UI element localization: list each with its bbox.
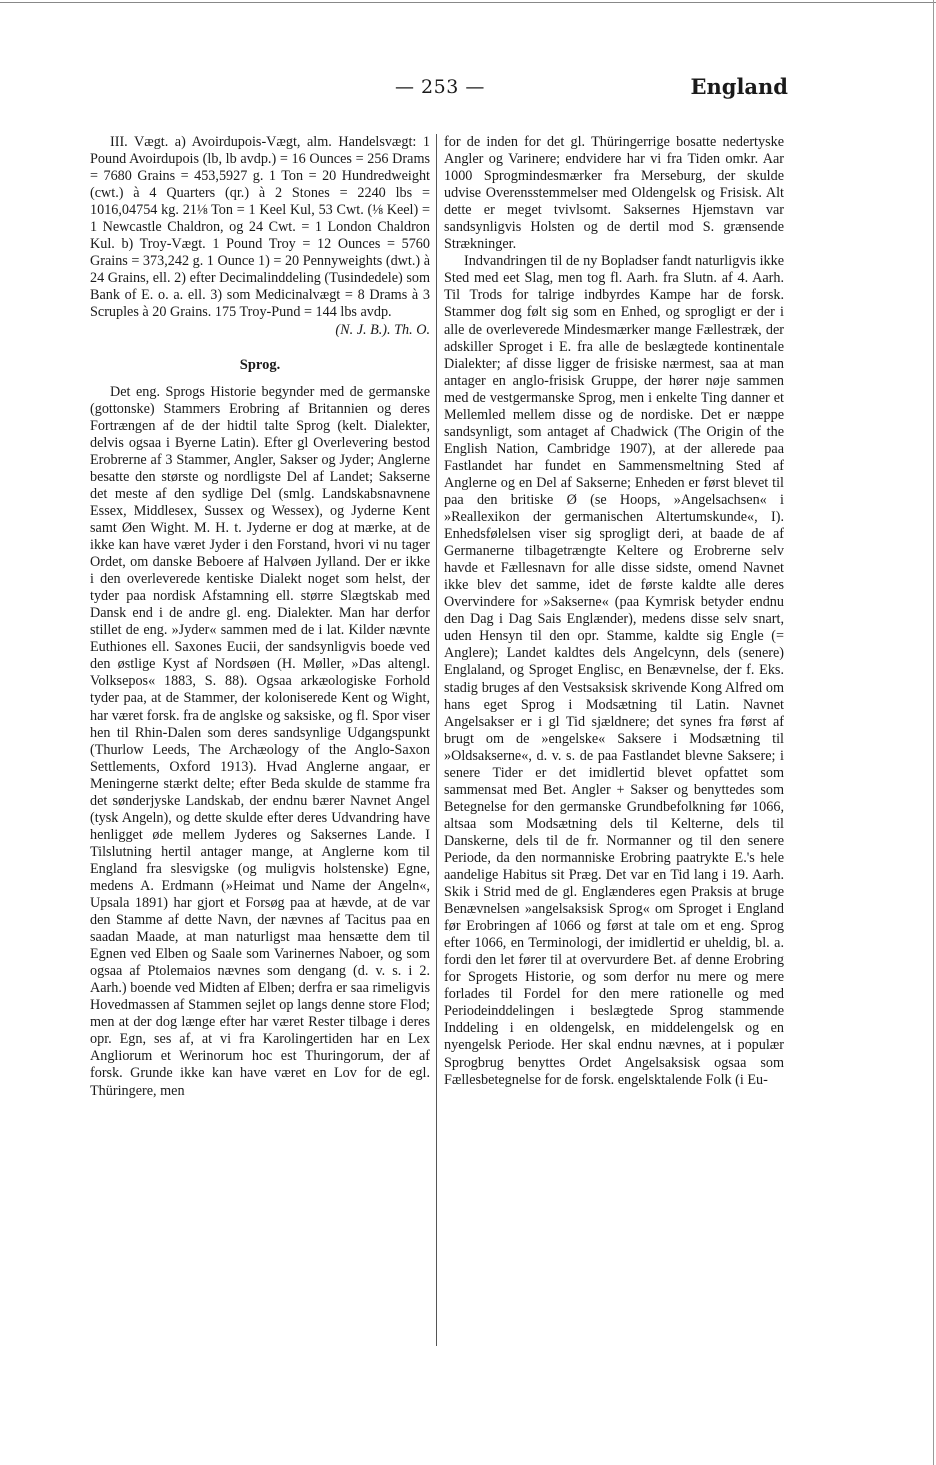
page-edge-right [933, 0, 934, 1465]
section-title-sprog: Sprog. [239, 356, 281, 373]
continuation-paragraph: for de inden for det gl. Thüringerrige bosatte nedertyske Angler og Varinere; endvidere har vi fra Tiden omkr. Aar 1000 Sprogmindesmærker fra Merseburg, der skulde udvise Overensstemmelser med Oldengelsk og Frisisk. Alt dette er meget tvivlsomt. Saksernes Hjemstavn var sandsynligvis Holsten og de dertil mod S. grænsende Strækninger. [444, 134, 784, 253]
column-divider [436, 134, 437, 1346]
weights-paragraph: III. Vægt. a) Avoirdupois-Vægt, alm. Handelsvægt: 1 Pound Avoirdupois (lb, lb avdp.) = 16 Ounces = 256 Drams = 7680 Grains = 453,5927 g. 1 Ton = 20 Hundredweight (cwt.) à 4 Quarters (qr.) à 2 Stones = 2240 lbs = 1016,04754 kg. 21⅛ Ton = 1 Keel Kul, 53 Cwt. (⅛ Keel) = 1 Newcastle Chaldron, og 24 Cwt. = 1 London Chaldron Kul. b) Troy-Vægt. 1 Pound Troy = 12 Ounces = 5760 Grains = 373,242 g. 1 Ounce 1) = 20 Pennyweights (dwt.) à 24 Grains, ell. 2) efter Decimalinddeling (Tusindedele) som Bank of E. o. a. ell. 3) som Medicinalvægt = 8 Drams à 3 Scruples à 20 Grains. 175 Troy-Pund = 144 lbs avdp. [90, 134, 430, 321]
page-header [0, 76, 936, 106]
immigration-paragraph: Indvandringen til de ny Bopladser fandt naturligvis ikke Sted med eet Slag, men tog fl. Aarh. fra Slutn. af 4. Aarh. Til Trods for talrige indbyrdes Kampe har de forsk. Stammer dog følt sig som en Enhed, og sprogligt er der i alle de overleverede Mindesmærker mange Fællestræk, der adskiller Sproget i E. fra alle de beslægtede kontinentale Dialekter; af disse ligger de frisiske nærmest, saa at man antager en anglo-frisisk Gruppe, der hører nøje sammen med de vestgermanske Sprog, men i enkelte Ting danner et Mellemled mellem disse og de nordiske. Det er næppe sandsynligt, som antaget af Chadwick (The Origin of the English Nation, Cambridge 1907), at der allerede paa Fastlandet har fundet en Sammensmeltning Sted af Anglerne og en Del af Sakserne; Enheden er først blevet til paa den britiske Ø (se Hoops, »Angelsachsen« i »Reallexikon der germanischen Altertumskunde«, I). Enhedsfølelsen viser sig sprogligt deri, at baade de af Germanerne tilbagetrængte Keltere og Erobrerne selv havde et Fællesnavn for alle disse sidste, omend Navnet ikke blev det samme, idet de første kaldte alle deres Overvindere for »Sakserne« (paa Kymrisk betyder endnu den Dag i Dag Sais Englænder), medens disse selv snart, uden Hensyn til den opr. Stamme, kaldte sig Engle (= Anglere); Landet kaldtes dels Angelcynn, dels (senere) Englaland, og Sproget Englisc, en Benævnelse, der f. Eks. stadig bruges af den Vestsaksisk skrivende Kong Alfred om hans eget Sprog i Modsætning til Latin. Navnet Angelsakser er i gl Tid sjældnere; det synes fra først af brugt om de »engelske« Saksere i Modsætning til »Oldsakserne«, d. v. s. de paa Fastlandet blevne Saksere; i senere Tider er det imidlertid blevet opfattet som sammensat med Bet. Angler + Sakser og benyttedes som Betegnelse for den germanske Grundbefolkning før 1066, altsaa som Modsætning dels til Kelterne, dels til Danskerne, dels til de fr. Normanner og til den senere Periode, da den normanniske Erobring paatrykte E.'s hele aandelige Habitus sit Præg. Det var en Tid lang i 19. Aarh. Skik i Strid med de gl. Englænderes egen Praksis at bruge Benævnelsen »angelsaksisk Sprog« om Sproget i England før Erobringen af 1066 og først at tale om et eng. Sprog efter 1066, en Terminologi, der imidlertid er uheldig, bl. a. fordi den let fører til at overvurdere Bet. af denne Erobring for Sprogets Historie, og som derfor nu mere og mere forlades til Fordel for den mere rationelle og med Periodeinddelingen i beslægtede Sprog stammende Inddeling i en oldengelsk, en middelengelsk og en nyengelsk Periode. Her skal endnu nævnes, at i populær Sprogbrug benyttes Ordet Angelsaksisk ogsaa som Fællesbetegnelse for de forsk. engelsktalende Folk (i Eu- [444, 253, 784, 1088]
page-number: — 253 — [395, 76, 485, 98]
left-column [90, 134, 430, 1100]
author-signature: (N. J. B.). Th. O. [335, 321, 430, 338]
page-edge-top [0, 2, 936, 3]
right-column [444, 134, 784, 1089]
language-paragraph: Det eng. Sprogs Historie begynder med de germanske (gottonske) Stammers Erobring af Britannien og deres Fortrængen af de der hidtil talte Sprog (kelt. Dialekter, delvis ogsaa i Byerne Latin). Efter gl Overlevering bestod Erobrerne af 3 Stammer, Angler, Sakser og Jyder; Anglerne besatte den største og nordligste Del af Landet; Sakserne det meste af den sydlige Del (smlg. Landskabsnavnene Essex, Middlesex, Sussex og Wessex), og Jyderne Kent samt Øen Wight. M. H. t. Jyderne er dog at mærke, at de ikke kan have været Jyder i den Forstand, hvori vi nu tager Ordet, om danske Beboere af Halvøen Jylland. Der er ikke i den overleverede kentiske Dialekt noget som helst, der tyder paa nordisk Afstamning ell. større Slægtskab med Dansk end i de andre gl. eng. Dialekter. Man har derfor stillet de eng. »Jyder« sammen med de i lat. Kilder nævnte Euthiones ell. Saxones Eucii, der sandsynligvis boede ved den østlige Kyst af Nordsøen (H. Møller, »Das altengl. Volksepos« 1883, S. 88). Ogsaa arkæologiske Forhold tyder paa, at de Stammer, der koloniserede Kent og Wight, har været forsk. fra de anglske og saksiske, og fl. Spor viser hen til Rhin-Dalen som deres sandsynlige Udgangspunkt (Thurlow Leeds, The Archæology of the Anglo-Saxon Settlements, Oxford 1913). Hvad Anglerne angaar, er Meningerne stærkt delte; efter Beda skulde de stamme fra det sønderjyske Landskab, der endnu bærer Navnet Angel (tysk Angeln), og dette skulde efter deres Udvandring have henligget øde mellem Jyderes og Saksernes Lande. I Tilslutning hertil antager mange, at Anglerne kom til England fra slesvigske (og muligvis holstenske) Egne, medens A. Erdmann (»Heimat und Name der Angeln«, Upsala 1891) har gjort et Forsøg paa at hævde, at de var den Stamme af dette Navn, der nævnes af Tacitus paa en saadan Maade, at man naturligst maa hensætte dem til Egnen ved Elben og Saale som Varinernes Naboer, og som ogsaa af Ptolemaios nævnes som dengang (d. v. s. i 2. Aarh.) boende ved Midten af Elben; derfra er saa rimeligvis Hovedmassen af Stammen sejlet op langs denne store Flod; men at der dog længe efter har været Rester tilbage i deres opr. Egn, ses af, at vi fra Karolingertiden har en Lex Angliorum et Werinorum hoc est Thuringorum, der af forsk. Grunde ikke kan have været en Lov for de egl. Thüringere, men [90, 383, 430, 1099]
running-head-title: England [690, 74, 788, 99]
